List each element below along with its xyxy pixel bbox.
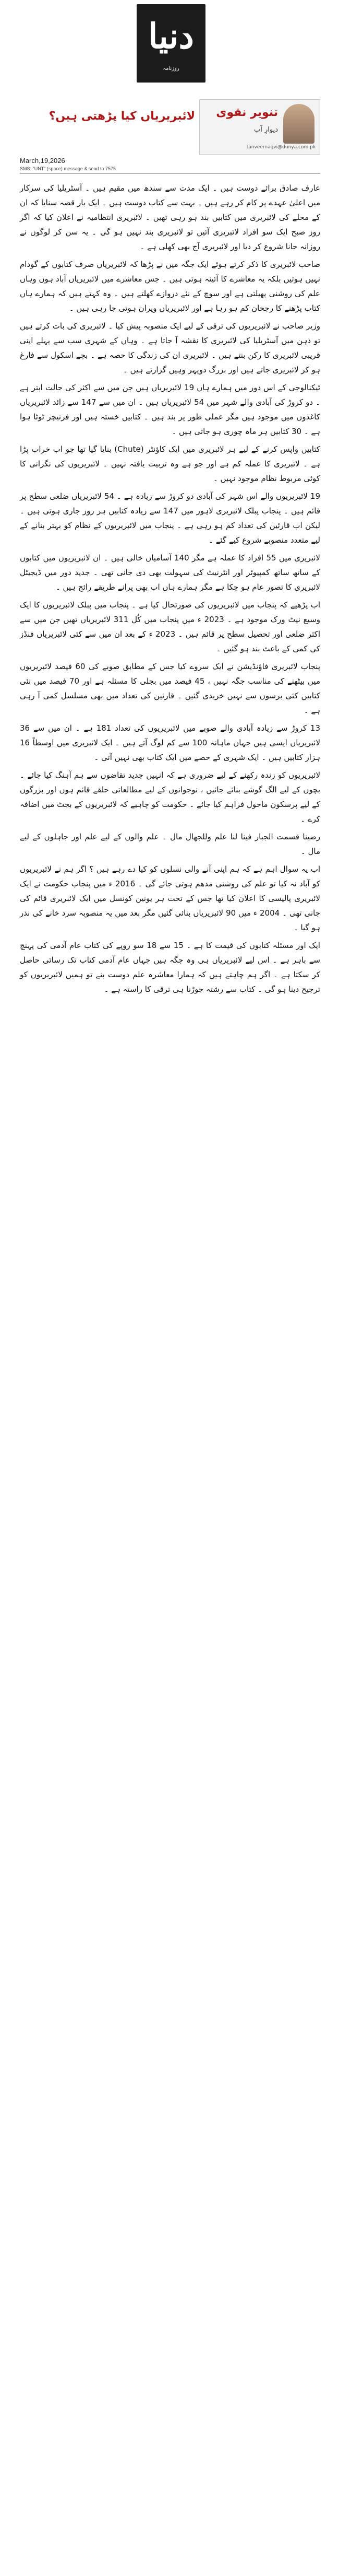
logo-subtitle: روزنامہ — [163, 66, 179, 72]
paragraph: لائبریری میں 55 افراد کا عملہ ہے مگر 140 آسامیاں خالی ہیں ۔ ان لائبریریوں میں کتابوں کے ساتھ ساتھ کمپیوٹر اور انٹرنیٹ کی سہولت بھی دی جانی تھی ۔ جدید دور میں ڈیجیٹل لائبریری کا تصور عام ہو چکا ہے مگر ہمارے ہاں اب بھی پرانے طریقے رائج ہیں ۔ — [20, 553, 320, 592]
paragraph: ایک اور مسئلہ کتابوں کی قیمت کا ہے ۔ 15 سے 18 سو روپے کی کتاب عام آدمی کی پہنچ سے باہر ہے ۔ اس لیے لائبریریاں ہی وہ جگہ ہیں جہاں عام آدمی کتاب تک رسائی حاصل کر سکتا ہے ۔ اگر ہم چاہتے ہیں کہ ہمارا معاشرہ علم دوست بنے تو ہمیں لائبریریوں کو ترجیح دینا ہو گی ۔ کتاب سے رشتہ جوڑنا ہی ترقی کا راستہ ہے ۔ — [20, 941, 320, 994]
author-photo — [283, 104, 314, 144]
sms-note: SMS: "UNT" (space) message & send to 7575 — [20, 166, 116, 171]
column-banner — [20, 99, 320, 154]
author-name: تنویر نقوی — [216, 106, 278, 119]
paragraph: اب یہ سوال اہم ہے کہ ہم اپنی آنے والی نسلوں کو کیا دے رہے ہیں ؟ اگر ہم نے لائبریریوں کو آباد نہ کیا تو علم کی روشنی مدھم ہوتی جائے گی ۔ 2016 ء میں پنجاب حکومت نے ایک لائبریری پالیسی کا اعلان کیا تھا جس کے تحت ہر یونین کونسل میں ایک لائبریری قائم کی جانی تھی ۔ 2004 ء میں 90 لائبریریاں بنائی گئیں مگر بعد میں یہ منصوبہ سرد خانے کی نذر ہو گیا ۔ — [20, 864, 320, 932]
column-name: دیوارِ آب — [254, 126, 278, 134]
paragraph: 13 کروڑ سے زیادہ آبادی والے صوبے میں لائبریریوں کی تعداد 181 ہے ۔ ان میں سے 36 لائبریریاں ایسی ہیں جہاں ماہانہ 100 سے کم لوگ آتے ہیں ۔ ایک لائبریری میں اوسطاً 16 ہزار کتابیں ہیں ۔ ایک شہری کے حصے میں ایک کتاب بھی نہیں آتی ۔ — [20, 723, 321, 762]
publish-date: March,19,2026 — [20, 157, 65, 165]
logo-text: دنیا — [148, 16, 194, 56]
article-body — [20, 181, 320, 1000]
article-headline: لائبریریاں کیا پڑھتی ہیں؟ — [49, 110, 195, 123]
divider — [20, 173, 320, 174]
paragraph: عارف صادق برائے دوست ہیں ۔ ایک مدت سے سندھ میں مقیم ہیں ۔ آسٹریلیا کی سرکار میں اعلیٰ عہدے پر کام کر رہے ہیں ۔ بہت سے کتاب دوست ہیں ۔ ایک بار قصہ سنایا کہ ان کے محلے کی لائبریری میں کتابیں بند ہو رہی تھیں ۔ لائبریری انتظامیہ نے اعلان کیا کہ اگر روز صبح ایک سو افراد لائبریری آئیں تو لائبریری بند نہیں ہو گی ۔ یہ سن کر لوگوں نے روزانہ جانا شروع کر دیا اور لائبریری آج بھی کھلی ہے ۔ — [20, 183, 320, 251]
newspaper-logo — [137, 4, 205, 83]
paragraph: کتابیں واپس کرنے کے لیے ہر لائبریری میں ایک کاؤنٹر (Chute) بنایا گیا تھا جو اب خراب پڑا ہے ۔ لائبریری کا عملہ کم ہے اور جو ہے وہ تربیت یافتہ نہیں ۔ لائبریریوں کی نگرانی کا کوئی مربوط نظام موجود نہیں ۔ — [20, 444, 320, 483]
paragraph: 19 لائبریریوں والے اس شہر کی آبادی دو کروڑ سے زیادہ ہے ۔ 54 لائبریریاں ضلعی سطح پر قائم ہیں ۔ پنجاب پبلک لائبریری لاہور میں 147 سے زیادہ کتابیں ہر روز جاری ہوتی ہیں ۔ لیکن اب قارئین کی تعداد کم ہو رہی ہے ۔ پنجاب میں لائبریریوں کے نظام کو بہتر بنانے کے لیے متعدد منصوبے شروع کیے گئے ۔ — [20, 491, 321, 545]
masthead — [0, 0, 339, 91]
author-email[interactable]: tanveernaqvi@dunya.com.pk — [246, 145, 316, 150]
paragraph: صاحب لائبریری کا ذکر کرتے ہوئے ایک جگہ میں نے پڑھا کہ لائبریریاں صرف کتابوں کے گودام نہیں ہوتیں بلکہ یہ معاشرے کا آئینہ ہوتی ہیں ۔ جس معاشرے میں لائبریریاں آباد ہوں وہاں علم کی روشنی پھیلتی ہے اور سوچ کے نئے دروازے کھلتے ہیں ۔ وہ کہتے ہیں کہ ہمارے ہاں کتاب پڑھنے کا رجحان کم ہو رہا ہے اور لائبریریاں ویران ہوتی جا رہی ہیں ۔ — [20, 260, 320, 313]
paragraph: وزیر صاحب نے لائبریریوں کی ترقی کے لیے ایک منصوبہ پیش کیا ۔ لائبریری کی بات کرتے ہیں تو ذہن میں آسٹریلیا کی لائبریری کا نقشہ آ جاتا ہے ۔ وہاں کے شہری سب سے پہلے اپنی قریبی لائبریری کا رکن بنتے ہیں ۔ لائبریری ان کی زندگی کا حصہ ہے ۔ بچے اسکول سے فارغ ہو کر لائبریری جاتے ہیں اور بزرگ دوپہر وہیں گزارتے ہیں ۔ — [20, 321, 320, 374]
paragraph: اب پڑھیے کہ پنجاب میں لائبریریوں کی صورتحال کیا ہے ۔ پنجاب میں پبلک لائبریریوں کا ایک وسیع نیٹ ورک موجود ہے ۔ 2023 ء میں پنجاب میں کُل 311 لائبریریاں تھیں جن میں سے اکثر ضلعی اور تحصیل سطح پر قائم ہیں ۔ 2023 ء کے بعد ان میں سے کئی لائبریریاں فنڈز کی کمی کے باعث بند ہو گئیں ۔ — [20, 600, 320, 653]
paragraph: ٹیکنالوجی کے اس دور میں ہمارے ہاں 19 لائبریریاں ہیں جن میں سے اکثر کی حالت ابتر ہے ۔ دو کروڑ کی آبادی والے شہر میں 54 لائبریریاں ہیں ۔ ان میں سے 147 سے زائد لائبریریاں کاغذوں میں موجود ہیں مگر عملی طور پر بند ہیں ۔ کتابیں خستہ ہیں اور فرنیچر ٹوٹا ہوا ہے ۔ 30 کتابیں ہر ماہ چوری ہو جاتی ہیں ۔ — [20, 383, 321, 436]
paragraph: پنجاب لائبریری فاؤنڈیشن نے ایک سروے کیا جس کے مطابق صوبے کی 60 فیصد لائبریریوں میں بیٹھنے کی مناسب جگہ نہیں ، 45 فیصد میں بجلی کا مسئلہ ہے اور 70 فیصد میں نئی کتابیں کئی برسوں سے نہیں خریدی گئیں ۔ قارئین کی تعداد میں بھی مسلسل کمی آ رہی ہے ۔ — [20, 662, 320, 715]
paragraph: رضینا قسمت الجبار فینا لنا علم وللجھال مال ۔ علم والوں کے لیے علم اور جاہلوں کے لیے مال ۔ — [20, 832, 320, 856]
paragraph: لائبریریوں کو زندہ رکھنے کے لیے ضروری ہے کہ انہیں جدید تقاضوں سے ہم آہنگ کیا جائے ۔ بچوں کے لیے الگ گوشے بنائے جائیں ، نوجوانوں کے لیے مطالعاتی حلقے قائم ہوں اور بزرگوں کے لیے پرسکون ماحول فراہم کیا جائے ۔ حکومت کو چاہیے کہ لائبریریوں کے بجٹ میں اضافہ کرے ۔ — [20, 770, 320, 824]
author-card — [199, 99, 320, 155]
